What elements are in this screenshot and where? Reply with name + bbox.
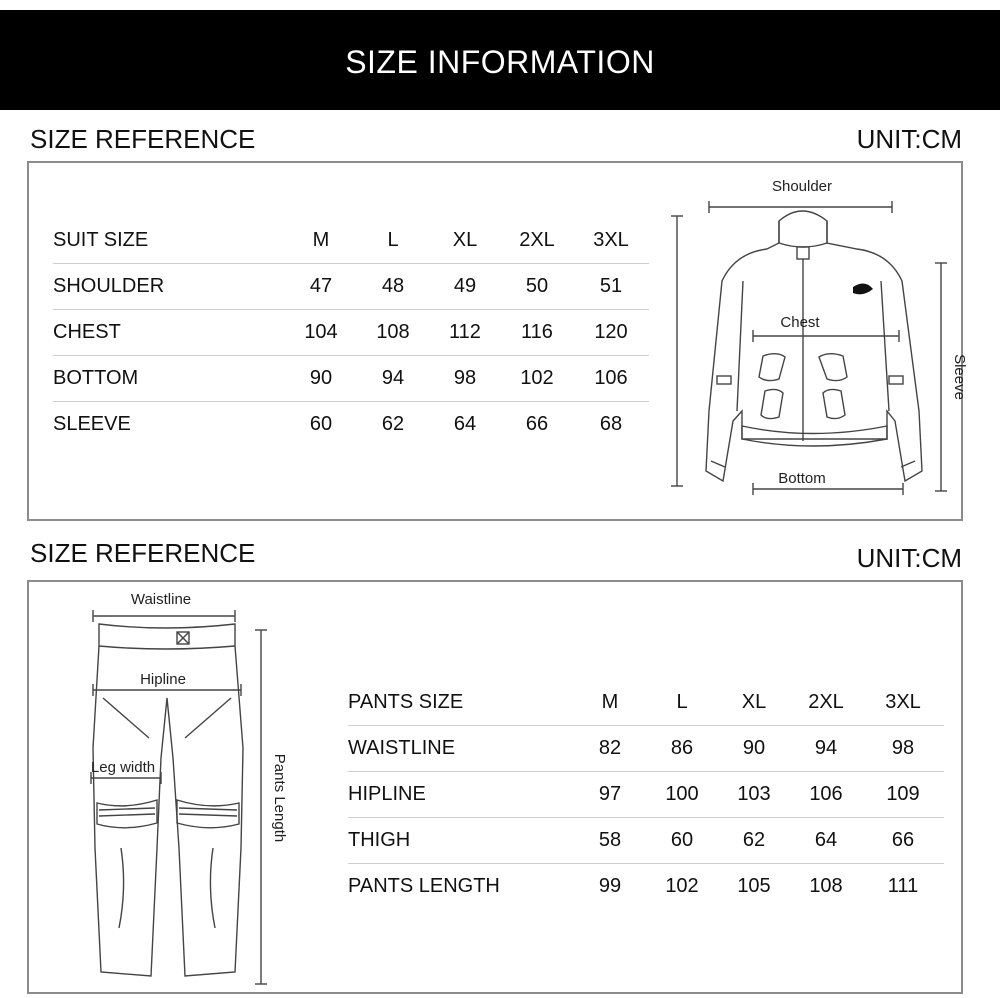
brand-logo-icon [853,283,873,294]
size-header: M [574,680,646,726]
table-cell: 86 [646,726,718,772]
table-cell: 111 [887,875,919,897]
table-cell: 120 [573,310,649,356]
size-header: XL [718,680,790,726]
table-cell: 90 [285,356,357,402]
table-row [53,264,649,310]
table-cell: 62 [718,818,790,864]
table-row [348,818,944,864]
size-header: 3XL [573,218,649,264]
table-cell: 62 [381,413,405,435]
page-title: SIZE INFORMATION [345,44,655,80]
table-cell: 90 [718,726,790,772]
jacket-size-table [53,218,649,447]
shoulder-label: Shoulder [771,178,833,195]
size-header: 2XL [501,218,573,264]
table-cell: 64 [790,818,862,864]
jacket-size-panel [27,161,968,521]
jacket-diagram [667,171,968,511]
size-header: L [646,680,718,726]
table-cell: 60 [646,818,718,864]
table-row [53,310,649,356]
row-label: WAISTLINE [348,726,574,772]
suit-size-header: SUIT SIZE [53,218,285,264]
table-cell: 106 [790,772,862,818]
bottom-label: Bottom [778,470,826,487]
row-label: SLEEVE [53,413,131,435]
title-banner [0,10,1000,110]
table-cell: 60 [309,413,333,435]
table-cell: 66 [862,818,944,864]
table-cell: 99 [598,875,622,897]
jacket-table-header [53,218,649,264]
pants-length-label: Pants Length [271,753,288,843]
table-cell: 82 [574,726,646,772]
table-cell: 58 [574,818,646,864]
table-row [348,864,944,910]
table-cell: 106 [573,356,649,402]
row-label: PANTS LENGTH [348,875,500,897]
table-cell: 64 [453,413,477,435]
jacket-section-title: SIZE REFERENCE [30,124,256,154]
table-cell: 66 [525,413,549,435]
table-cell: 49 [429,264,501,310]
table-cell: 112 [429,310,501,356]
table-row [53,356,649,402]
table-cell: 109 [862,772,944,818]
chest-label: Chest [780,314,820,331]
table-cell: 98 [862,726,944,772]
row-label: SHOULDER [53,264,285,310]
table-cell: 108 [357,310,429,356]
jacket-unit-label: UNIT:CM [856,124,962,154]
table-cell: 48 [357,264,429,310]
size-header: 3XL [862,680,944,726]
table-cell: 105 [737,875,771,897]
table-cell: 97 [574,772,646,818]
row-label: THIGH [348,818,574,864]
pants-section-title: SIZE REFERENCE [30,538,256,568]
table-cell: 100 [646,772,718,818]
size-header: L [357,218,429,264]
sleeve-label: Sleeve [951,354,968,400]
table-row [53,402,649,448]
row-label: CHEST [53,310,285,356]
waistline-label: Waistline [130,591,192,608]
table-row [348,726,944,772]
table-cell: 98 [429,356,501,402]
size-header: 2XL [790,680,862,726]
table-cell: 104 [285,310,357,356]
hipline-label: Hipline [140,671,186,688]
table-cell: 68 [599,413,623,435]
table-cell: 103 [718,772,790,818]
table-cell: 108 [809,875,843,897]
leg-width-label: Leg width [90,759,156,776]
size-header: M [285,218,357,264]
table-cell: 47 [285,264,357,310]
table-cell: 116 [501,310,573,356]
table-cell: 51 [573,264,649,310]
table-cell: 102 [665,875,699,897]
table-cell: 94 [357,356,429,402]
pants-table-header [348,680,944,726]
pants-unit-label: UNIT:CM [856,543,962,573]
pants-size-table [348,680,944,909]
table-row [348,772,944,818]
table-cell: 94 [790,726,862,772]
size-header: XL [429,218,501,264]
table-cell: 102 [501,356,573,402]
row-label: BOTTOM [53,356,285,402]
pants-size-header: PANTS SIZE [348,680,574,726]
pants-diagram [79,588,309,992]
table-cell: 50 [501,264,573,310]
pants-size-panel [27,580,963,994]
row-label: HIPLINE [348,772,574,818]
